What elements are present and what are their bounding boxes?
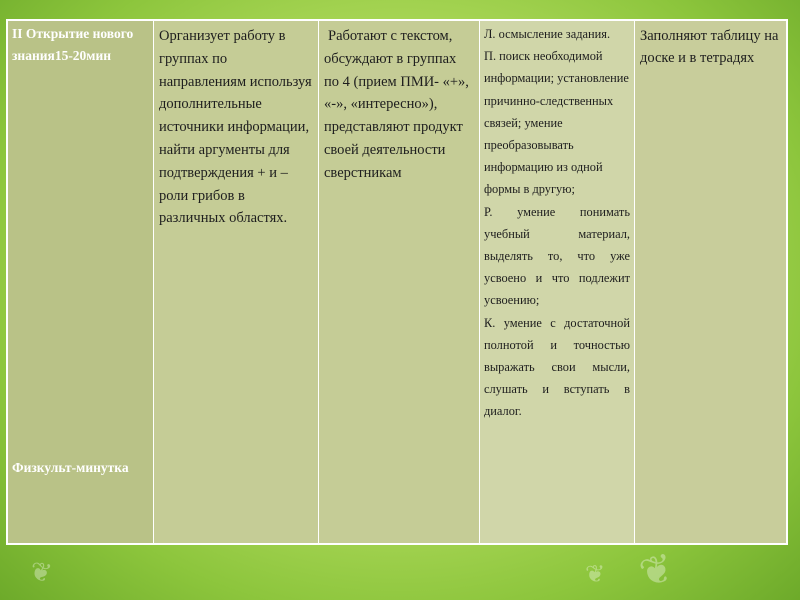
butterfly-decoration-icon: ❦	[27, 556, 55, 590]
butterfly-decoration-icon: ❦	[585, 560, 606, 588]
uud-communicative: К. умение с достаточной полнотой и точностью выражать свои мысли, слушать и вступать в диалог.	[484, 315, 630, 419]
stage-cell	[7, 20, 154, 544]
teacher-activity-text: Организует работу в группах по направлениям используя дополнительные источники информации, найти аргументы для подтверждения + и –роли грибов в различных областях.	[159, 28, 312, 227]
student-activity-text: Работают с текстом, обсуждают в группах по 4 (прием ПМИ- «+», «-», «интересно»), представляют продукт своей деятельности сверстникам	[324, 28, 469, 181]
uud-personal: Л. осмысление задания.	[484, 27, 611, 41]
butterfly-decoration-icon: ❦	[634, 544, 679, 598]
stage-subtitle: Физкульт-минутка	[12, 460, 129, 475]
result-cell	[635, 20, 788, 544]
table-row	[7, 20, 787, 544]
teacher-activity-cell	[154, 20, 319, 544]
lesson-plan-table	[6, 19, 788, 545]
result-text: Заполняют таблицу на доске и в тетрадях	[640, 28, 779, 66]
uud-cognitive: П. поиск необходимой информации; установление причинно-следственных связей; умение преобразовывать информацию из одной формы в другую;	[484, 49, 629, 197]
uud-cell	[480, 20, 635, 544]
stage-title: II Открытие нового знания15-20мин	[12, 26, 134, 63]
student-activity-cell	[319, 20, 480, 544]
uud-regulatory: Р. умение понимать учебный материал, выделять то, что уже усвоено и что подлежит усвоению;	[484, 204, 630, 308]
